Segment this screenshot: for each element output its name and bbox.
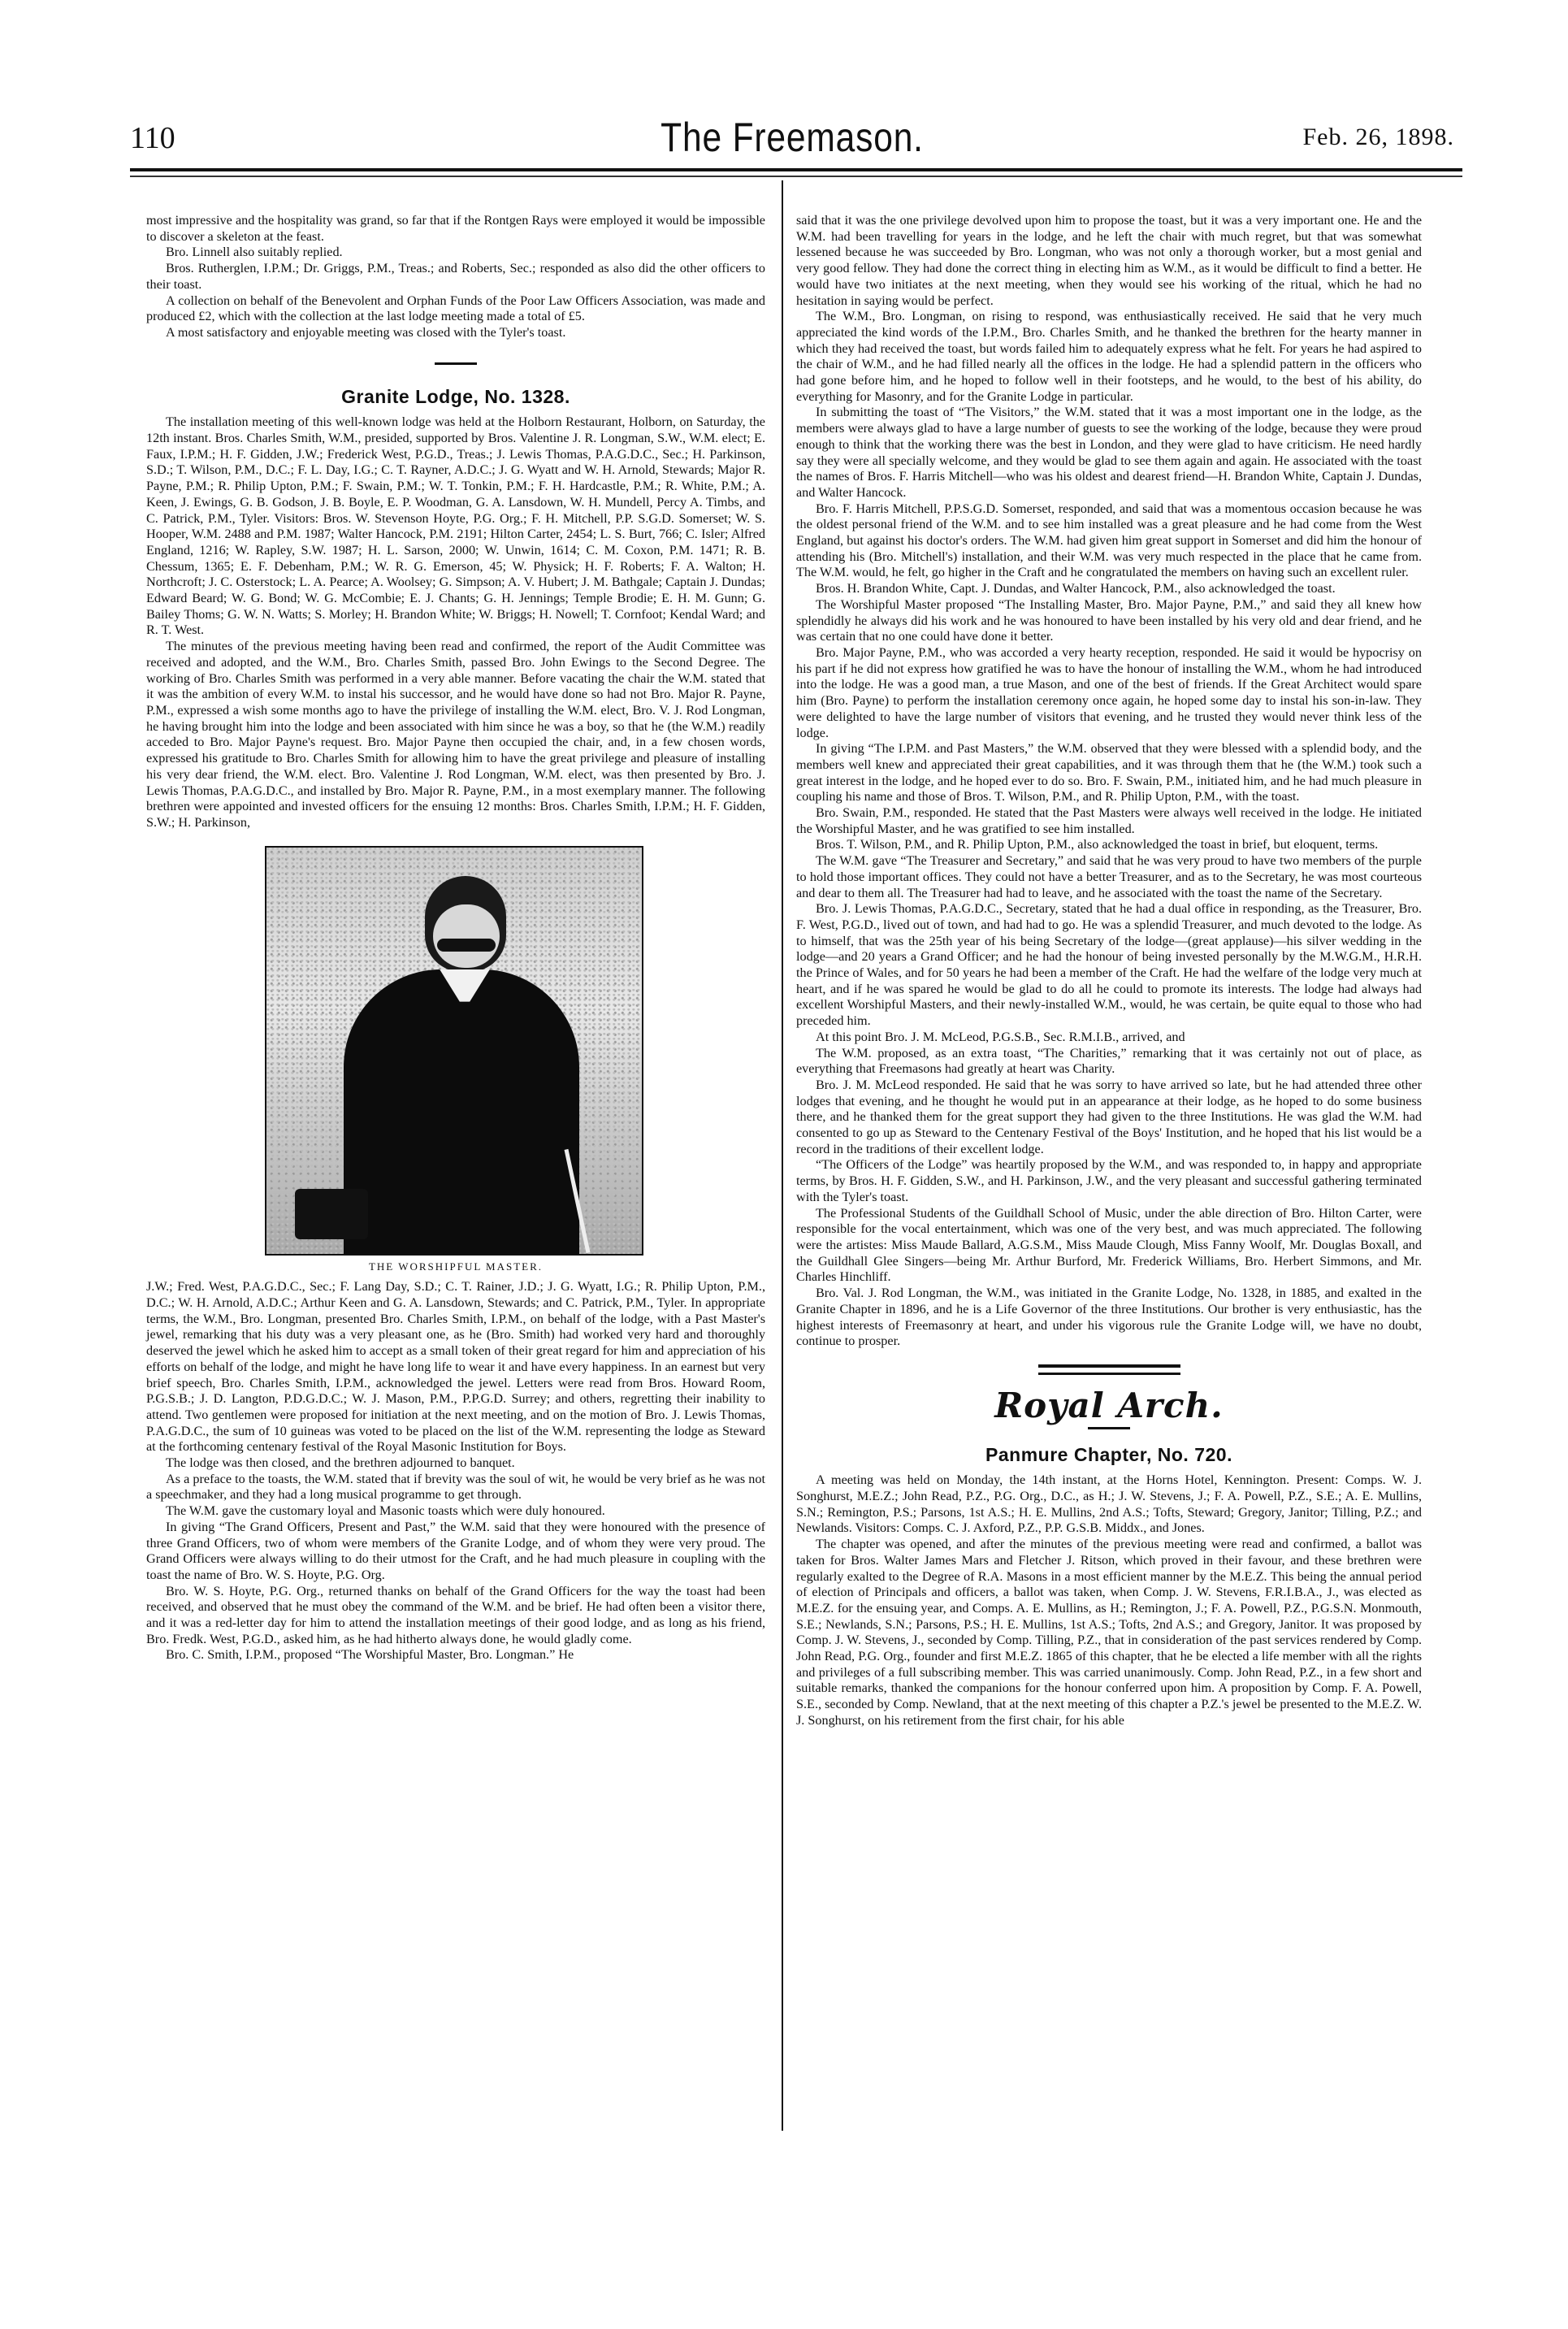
paragraph: J.W.; Fred. West, P.A.G.D.C., Sec.; F. Lang Day, S.D.; C. T. Rainer, J.D.; J. G. Wyatt, I.G.; R. Philip Upton, P.M., D.C.; W. H. Arnold, A.D.C.; Arthur Keen and G. A. Lansdown, Stewards; and C. Patrick, P.M., Tyler. In appropriate terms, the W.M., Bro. Longman, presented Bro. Charles Smith, I.P.M., on behalf of the lodge, with a Past Master's jewel, remarking that his duty was a very pleasant one, as he (Bro. Smith) had worked very hard and thoroughly deserved the jewel which he asked him to accept as a small token of their great regard for him and appreciation of his efforts on behalf of the lodge, and might he have long life to wear it and have every happiness. In an earnest but very brief speech, Bro. Charles Smith, I.P.M., acknowledged the jewel. Letters were read from Bros. Howard Room, P.G.S.B.; J. D. Langton, P.D.G.D.C.; W. J. Mason, P.M., P.P.G.D. Surrey; and others, regretting their inability to attend. Two gentlemen were proposed for initiation at the next meeting, and on the motion of Bro. J. Lewis Thomas, P.A.G.D.C., the sum of 10 guineas was voted to be placed on the list of the W.M. representing the lodge as Steward at the forthcoming centenary festival of the Royal Masonic Institution for Boys. [146,1279,765,1455]
paragraph: Bros. Rutherglen, I.P.M.; Dr. Griggs, P.M., Treas.; and Roberts, Sec.; responded as also did the other officers to their toast. [146,261,765,292]
portrait-body [344,969,579,1256]
paragraph: The chapter was opened, and after the minutes of the previous meeting were read and confirmed, a ballot was taken for Bros. Walter James Mars and Fletcher J. Ritson, which proved in their favour, and these brethren were regularly exalted to the Degree of R.A. Masons in a most efficient manner by the M.E.Z. This being the annual period of election of Principals and officers, a ballot was taken, when Comp. J. W. Stevens, F.R.I.B.A., J., was elected as M.E.Z. for the ensuing year, and Comps. A. E. Mullins, as H.; Remington, J.; F. A. Powell, P.Z., P.G.S.N. Monmouth, S.E.; Newlands, S.N.; Parsons, P.S.; H. E. Mullins, 1st A.S.; Tofts, 2nd A.S.; and Gregory, Janitor. It was proposed by Comp. J. W. Stevens, J., seconded by Comp. Tilling, P.Z., that in consideration of the past services rendered by Comp. John Read, P.G. Org., founder and first M.E.Z. 1865 of this chapter, that he be elected a life member with all the rights and privileges of a full subscribing member. This was carried unanimously. Comp. John Read, P.Z., in a few short and suitable remarks, thanked the companions for the honour conferred upon him. A proposition by Comp. F. A. Powell, S.E., seconded by Comp. Newland, that at the next meeting of this chapter a P.Z.'s jewel be presented to the M.E.Z. W. J. Songhurst, on his retirement from the first chair, for his able [796,1537,1422,1728]
paragraph: The Worshipful Master proposed “The Installing Master, Bro. Major Payne, P.M.,” and said they all knew how splendidly he always did his work and he was honoured to have been installed by his very old and dear friend, and he was certain that no one could have done it better. [796,596,1422,644]
paragraph: In submitting the toast of “The Visitors,” the W.M. stated that it was a most important one in the lodge, as the members were always glad to have a large number of guests to see the working of the lodge, because they were proud enough to think that the working there was the best in London, and they were glad to have criticism. He need hardly say they were all specially welcome, and they would be glad to see them again and again. He associated with the toast the names of Bros. F. Harris Mitchell—who was his oldest and dearest friend—H. Brandon White, Captain J. Dundas, and Walter Hancock. [796,405,1422,500]
paragraph: Bros. H. Brandon White, Capt. J. Dundas, and Walter Hancock, P.M., also acknowledged the toast. [816,581,1336,596]
left-column [146,213,765,1663]
paragraph: Bro. J. M. McLeod responded. He said that he was sorry to have arrived so late, but he had attended three other lodges that evening, and he thought he would put in an appearance at their lodge, as he hoped to do some business there, and he thanked them for the great support they had given to the three Institutions. He was glad the W.M. had consented to go up as Steward to the Centenary Festival of the Boys' Institution, and he hoped that his list would be a record in the traditions of their excellent lodge. [796,1077,1422,1156]
paragraph: Bro. Linnell also suitably replied. [166,245,343,260]
paragraph: Bros. T. Wilson, P.M., and R. Philip Upton, P.M., also acknowledged the toast in brief, but eloquent, terms. [816,837,1379,852]
paragraph: Bro. Major Payne, P.M., who was accorded a very hearty reception, responded. He said it would be hypocrisy on his part if he did not express how gratified he was to have the honour of installing the W.M., whom he had introduced into the lodge. He was a good man, a true Mason, and one of the best of friends. If the Great Architect would spare him (Bro. Payne) to perform the installation ceremony once again, he hoped some day to instal his son-in-law. They were delighted to have the large number of visitors that evening, and he trusted they would never think less of the lodge. [796,644,1422,740]
paragraph: Bro. Swain, P.M., responded. He stated that the Past Masters were always well received in the lodge. He initiated the Worshipful Master, and he was gratified to see him installed. [796,805,1422,836]
section-heading-granite-lodge: Granite Lodge, No. 1328. [341,385,570,407]
paragraph: The W.M. gave “The Treasurer and Secretary,” and said that he was very proud to have two members of the purple to hold those important offices. They could not have a better Treasurer, and as to the Secretary, he was most courteous and dear to them all. The Treasurer had had to leave, and he associated with the toast the name of the Secretary. [796,853,1422,900]
column-divider [782,180,783,2131]
portrait-face [433,904,500,968]
paragraph: As a preface to the toasts, the W.M. stated that if brevity was the soul of wit, he would be very brief as he was not a speechmaker, and they had a long musical programme to get through. [146,1471,765,1503]
masthead-rule-thin [130,176,1462,177]
section-separator [435,362,477,365]
section-separator [1088,1427,1130,1429]
paragraph: The installation meeting of this well-known lodge was held at the Holborn Restaurant, Holborn, on Saturday, the 12th instant. Bros. Charles Smith, W.M., presided, supported by Bros. Valentine J. R. Longman, S.W., W.M. elect; E. Faux, I.P.M.; H. F. Gidden, J.W.; Frederick West, P.G.D., Treas.; J. Lewis Thomas, P.A.G.D.C., Sec.; H. Parkinson, S.D.; T. Wilson, P.M., D.C.; F. L. Day, I.G.; C. T. Rayner, A.D.C.; J. G. Wyatt and W. H. Arnold, Stewards; Major R. Payne, P.M.; R. Philip Upton, P.M.; F. Swain, P.M.; W. T. Tonkin, P.M.; F. H. Hardcastle, P.M.; R. White, P.M.; A. Keen, J. Ewings, G. B. Godson, J. B. Boyle, E. P. Woodman, G. A. Lansdown, W. H. Mundell, Percy A. Timbs, and C. Patrick, P.M., Tyler. Visitors: Bros. W. Stevenson Hoyte, P.G. Org.; F. H. Mitchell, P.P. S.G.D. Somerset; W. S. Hooper, W.M. 2488 and P.M. 1987; Walter Hancock, P.M. 2191; Hilton Carter, 2454; L. S. Burt, 766; C. Isler; Alfred England, 1216; W. Rapley, S.W. 1987; H. L. Sarson, 2000; W. Unwin, 1614; C. M. Coxon, P.M. 1471; R. B. Chessum, 1365; E. F. Debenham, P.M.; W. R. G. Emerson, 45; W. Physick; H. F. Roberts; F. A. Walton; H. Northcroft; J. C. Osterstock; L. A. Pearce; A. Woolsey; G. Simpson; A. V. Hubert; J. M. Bathgale; Captain J. Dundas; Edward Beard; W. G. Bond; W. G. McCombie; E. J. Chants; G. H. Jennings; Temple Brodie; E. H. M. Gunn; G. Bailey Thoms; G. W. N. Watts; S. Morley; H. Brandon White; W. Briggs; H. Nowell; T. Cornfoot; Kendal Ward; and R. T. West. [146,414,765,638]
masthead-rule-thick [130,168,1462,171]
paragraph: The W.M. gave the customary loyal and Masonic toasts which were duly honoured. [166,1503,605,1519]
paragraph: Bro. W. S. Hoyte, P.G. Org., returned thanks on behalf of the Grand Officers for the way the toast had been received, and observed that he must obey the command of the W.M. and be brief. He had often been a visitor there, and it was a red-letter day for him to attend the installation meetings of their good lodge, and as long as his friend, Bro. Fredk. West, P.G.D., asked him, as he had hitherto always done, he would gladly come. [146,1583,765,1646]
paragraph: A meeting was held on Monday, the 14th instant, at the Horns Hotel, Kennington. Present: Comps. W. J. Songhurst, M.E.Z.; John Read, P.Z., P.G. Org., D.C., as H.; J. W. Stevens, J.; F. A. Powell, P.Z., S.E.; A. E. Mullins, S.N.; Remington, P.S.; Parsons, 1st A.S.; H. E. Mullins, 2nd A.S.; Tofts, Steward; Gregory, Janitor; Tilling, P.Z.; and Newlands. Visitors: Comps. C. J. Axford, P.Z., P.P. G.S.B. Middx., and Jones. [796,1472,1422,1536]
paragraph: In giving “The I.P.M. and Past Masters,” the W.M. observed that they were blessed with a splendid body, and the members well knew and appreciated their great capabilities, and it was through them that he (the W.M.) took such a great interest in the lodge, and he hoped ever to do so. Bro. F. Swain, P.M., initiated him, and he had much pleasure in coupling his name and those of Bros. T. Wilson, P.M., and R. Philip Upton, P.M., with the toast. [796,741,1422,805]
paragraph: most impressive and the hospitality was grand, so far that if the Rontgen Rays were employed it would be impossible to discover a skeleton at the feast. [146,213,765,244]
paragraph: At this point Bro. J. M. McLeod, P.G.S.B., Sec. R.M.I.B., arrived, and [816,1029,1185,1044]
paragraph: The minutes of the previous meeting having been read and confirmed, the report of the Audit Committee was received and adopted, and the W.M., Bro. Charles Smith, passed Bro. John Ewings to the Second Degree. The working of Bro. Charles Smith was performed in a very able manner. Before vacating the chair the W.M. stated that it was the ambition of every W.M. to instal his successor, and he would have done so had not Bro. Major R. Payne, P.M., expressed a wish some months ago to have the privilege of installing the W.M. elect, Bro. V. J. Rod Longman, he having brought him into the lodge and been associated with him since he was a boy, so that he (the W.M.) readily acceded to Bro. Major Payne's request. Bro. Major Payne then occupied the chair, and, in a few chosen words, expressed his gratitude to Bro. Charles Smith for allowing him to have the great privilege and pleasure of installing his very dear friend, the W.M. elect. Bro. Valentine J. Rod Longman, W.M. elect, was then presented by Bro. J. Lewis Thomas, P.A.G.D.C., and installed by Bro. Major R. Payne, P.M., in a most exemplary manner. The following brethren were appointed and invested officers for the ensuing 12 months: Bros. Charles Smith, I.P.M.; H. F. Gidden, S.W.; H. Parkinson, [146,639,765,830]
newspaper-title: The Freemason. [661,115,924,160]
department-separator [1038,1364,1180,1375]
paragraph: Bro. C. Smith, I.P.M., proposed “The Worshipful Master, Bro. Longman.” He [166,1647,574,1663]
paragraph: The Professional Students of the Guildhall School of Music, under the able direction of Bro. Hilton Carter, were responsible for the vocal entertainment, which was one of the very best, and was much appreciated. The following were the artistes: Miss Maude Ballard, A.G.S.M., Miss Maude Clough, Miss Fanny Woolf, Mr. Douglas Boxall, and the Guildhall Glee Singers—being Mr. Arthur Burford, Mr. Frederick Williams, Bro. Herbert Simmons, and Mr. Charles Hinchliff. [796,1205,1422,1285]
paragraph: The W.M. proposed, as an extra toast, “The Charities,” remarking that it was certainly not out of place, as everything that Freemasons had greatly at heart was Charity. [796,1045,1422,1077]
right-column [796,213,1422,1729]
paragraph: The W.M., Bro. Longman, on rising to respond, was enthusiastically received. He said that he very much appreciated the kind words of the I.P.M., Bro. Charles Smith, and he thanked the brethren for the hearty manner in which they had received the toast, but words failed him to adequately express what he felt. For years he had aspired to the chair of W.M., and he had filled nearly all the offices in the lodge. He had a splendid pattern in the officers who had gone before him, and he hoped to follow well in their footsteps, and he would, to the best of his ability, do everything for Masonry, and for the Granite Lodge in particular. [796,309,1422,404]
portrait-top-hat [295,1189,368,1239]
department-heading-royal-arch: Royal Arch. [994,1385,1224,1425]
paragraph: A most satisfactory and enjoyable meeting was closed with the Tyler's toast. [166,324,566,340]
masthead [130,114,1454,163]
page-number: 110 [130,121,175,155]
section-heading-panmure-chapter: Panmure Chapter, No. 720. [985,1443,1232,1465]
paragraph: The lodge was then closed, and the brethren adjourned to banquet. [166,1455,515,1471]
paragraph: In giving “The Grand Officers, Present and Past,” the W.M. said that they were honoured with the presence of three Grand Officers, two of whom were members of the Granite Lodge, and of whom they were very proud. The Grand Officers were always willing to do their utmost for the Craft, and he had much pleasure in coupling with the toast the name of Bro. W. S. Hoyte, P.G. Org. [146,1519,765,1582]
paragraph: said that it was the one privilege devolved upon him to propose the toast, but it was a very important one. He and the W.M. had been travelling for years in the lodge, and he left the chair with much regret, but that was somewhat lessened because he was succeeded by Bro. Longman, who was not only a thorough worker, but a most genial and very good fellow. They had done the correct thing in electing him as W.M., as it would be difficult to find a better. He would have two initiates at the next meeting, when they would see his working of the ritual, which he had no hesitation in saying would be perfect. [796,213,1422,308]
paragraph: Bro. J. Lewis Thomas, P.A.G.D.C., Secretary, stated that he had a dual office in responding, as the Treasurer, Bro. F. West, P.G.D., lived out of town, and had had to go. He was a splendid Treasurer, and much devoted to the lodge. As to himself, that was the 25th year of his being Secretary of the lodge—(great applause)—his silver wedding in the lodge—and 20 years a Grand Officer; and he had the honour of being invested personally by the M.W.G.M., H.R.H. the Prince of Wales, and for 50 years he had been a member of the Craft. He had the welfare of the lodge very much at heart, and if he was spared he would be glad to do all he could to promote its interests. The lodge had always had excellent Worshipful Masters, and their newly-installed W.M., would, he was certain, be quite equal to those who had preceded him. [796,901,1422,1029]
photo-caption: THE WORSHIPFUL MASTER. [368,1260,544,1273]
paragraph: Bro. F. Harris Mitchell, P.P.S.G.D. Somerset, responded, and said that was a momentous occasion because he was the oldest personal friend of the W.M. and to see him installed was a great pleasure and he had come from the West England, but against his doctor's orders. The W.M. had given him great support in Somerset and did him the honour of attending his (Bro. Mitchell's) installation, and their W.M. was very much respected in the place that he came from. The W.M. would, he felt, go higher in the Craft and he congratulated the members on having such an excellent ruler. [796,501,1422,580]
issue-date: Feb. 26, 1898. [1302,124,1454,150]
portrait-photo [265,846,643,1256]
portrait-figure [265,846,647,1275]
paragraph: Bro. Val. J. Rod Longman, the W.M., was initiated in the Granite Lodge, No. 1328, in 1885, and exalted in the Granite Chapter in 1896, and he is a Life Governor of the three Institutions. Our brother is very enthusiastic, has the highest interests of Freemasonry at heart, and under his vigorous rule the Granite Lodge will, we have no doubt, continue to prosper. [796,1286,1422,1349]
paragraph: A collection on behalf of the Benevolent and Orphan Funds of the Poor Law Officers Association, was made and produced £2, which with the collection at the last lodge meeting made a total of £5. [146,293,765,324]
paragraph: “The Officers of the Lodge” was heartily proposed by the W.M., and was responded to, in happy and appropriate terms, by Bros. H. F. Gidden, S.W., and H. Parkinson, J.W., and the very pleasant and successful gathering terminated with the Tyler's toast. [796,1157,1422,1204]
portrait-moustache [437,939,496,952]
